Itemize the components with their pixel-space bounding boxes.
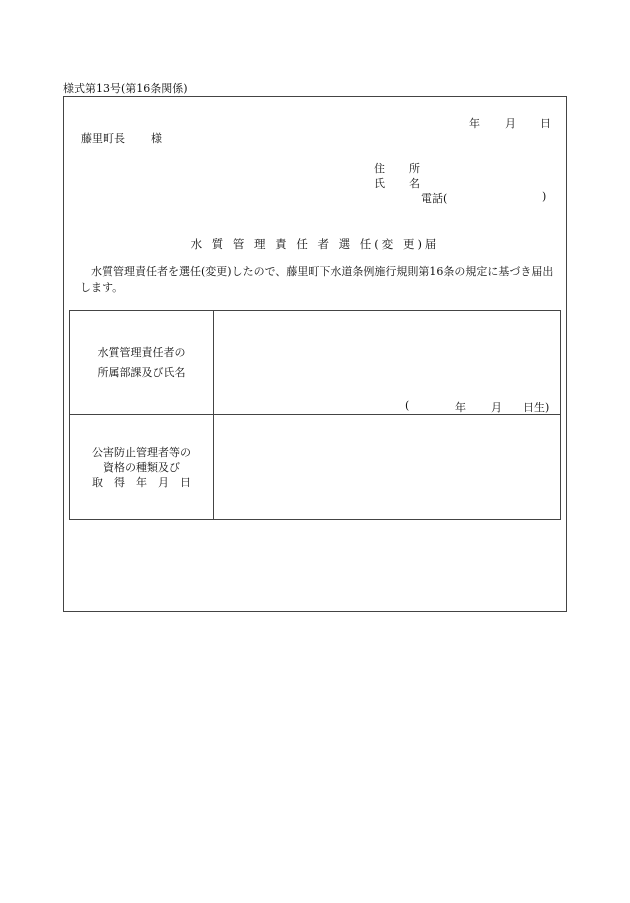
name-label-part2: 名	[409, 177, 420, 190]
birth-year-label: 年	[455, 401, 466, 414]
row-label-manager-line2: 所属部課及び氏名	[97, 366, 186, 379]
address-label-part1: 住	[374, 162, 385, 175]
address-label-part2: 所	[409, 162, 420, 175]
birth-open-paren: (	[405, 399, 410, 412]
document-title: 水 質 管 理 責 任 者 選 任(変 更)届	[190, 237, 440, 251]
birth-day-label: 日生)	[523, 401, 550, 414]
row-label-qualification	[70, 445, 213, 490]
row-label-qualification-line1: 公害防止管理者等の	[92, 446, 191, 459]
table-column-divider	[213, 311, 214, 519]
row-label-manager-line1: 水質管理責任者の	[97, 346, 186, 359]
name-label-part1: 氏	[374, 177, 385, 190]
row-label-manager	[70, 343, 213, 383]
birth-month-label: 月	[491, 401, 502, 414]
body-paragraph: 水質管理責任者を選任(変更)したので、藤里町下水道条例施行規則第16条の規定に基づき届出します。	[80, 265, 554, 294]
date-day-label: 日	[540, 117, 551, 130]
addressee-name: 藤里町長	[81, 132, 125, 145]
date-year-label: 年	[469, 117, 480, 130]
table-row-divider	[70, 414, 560, 415]
form-reference: 様式第13号(第16条関係)	[63, 82, 188, 95]
date-month-label: 月	[505, 117, 516, 130]
info-table	[69, 310, 561, 520]
phone-label: 電話(	[421, 192, 448, 205]
row-label-qualification-line3: 取 得 年 月 日	[92, 476, 191, 489]
row-label-qualification-line2: 資格の種類及び	[103, 461, 180, 474]
addressee-honorific: 様	[151, 132, 162, 145]
phone-close-paren: )	[542, 190, 547, 203]
